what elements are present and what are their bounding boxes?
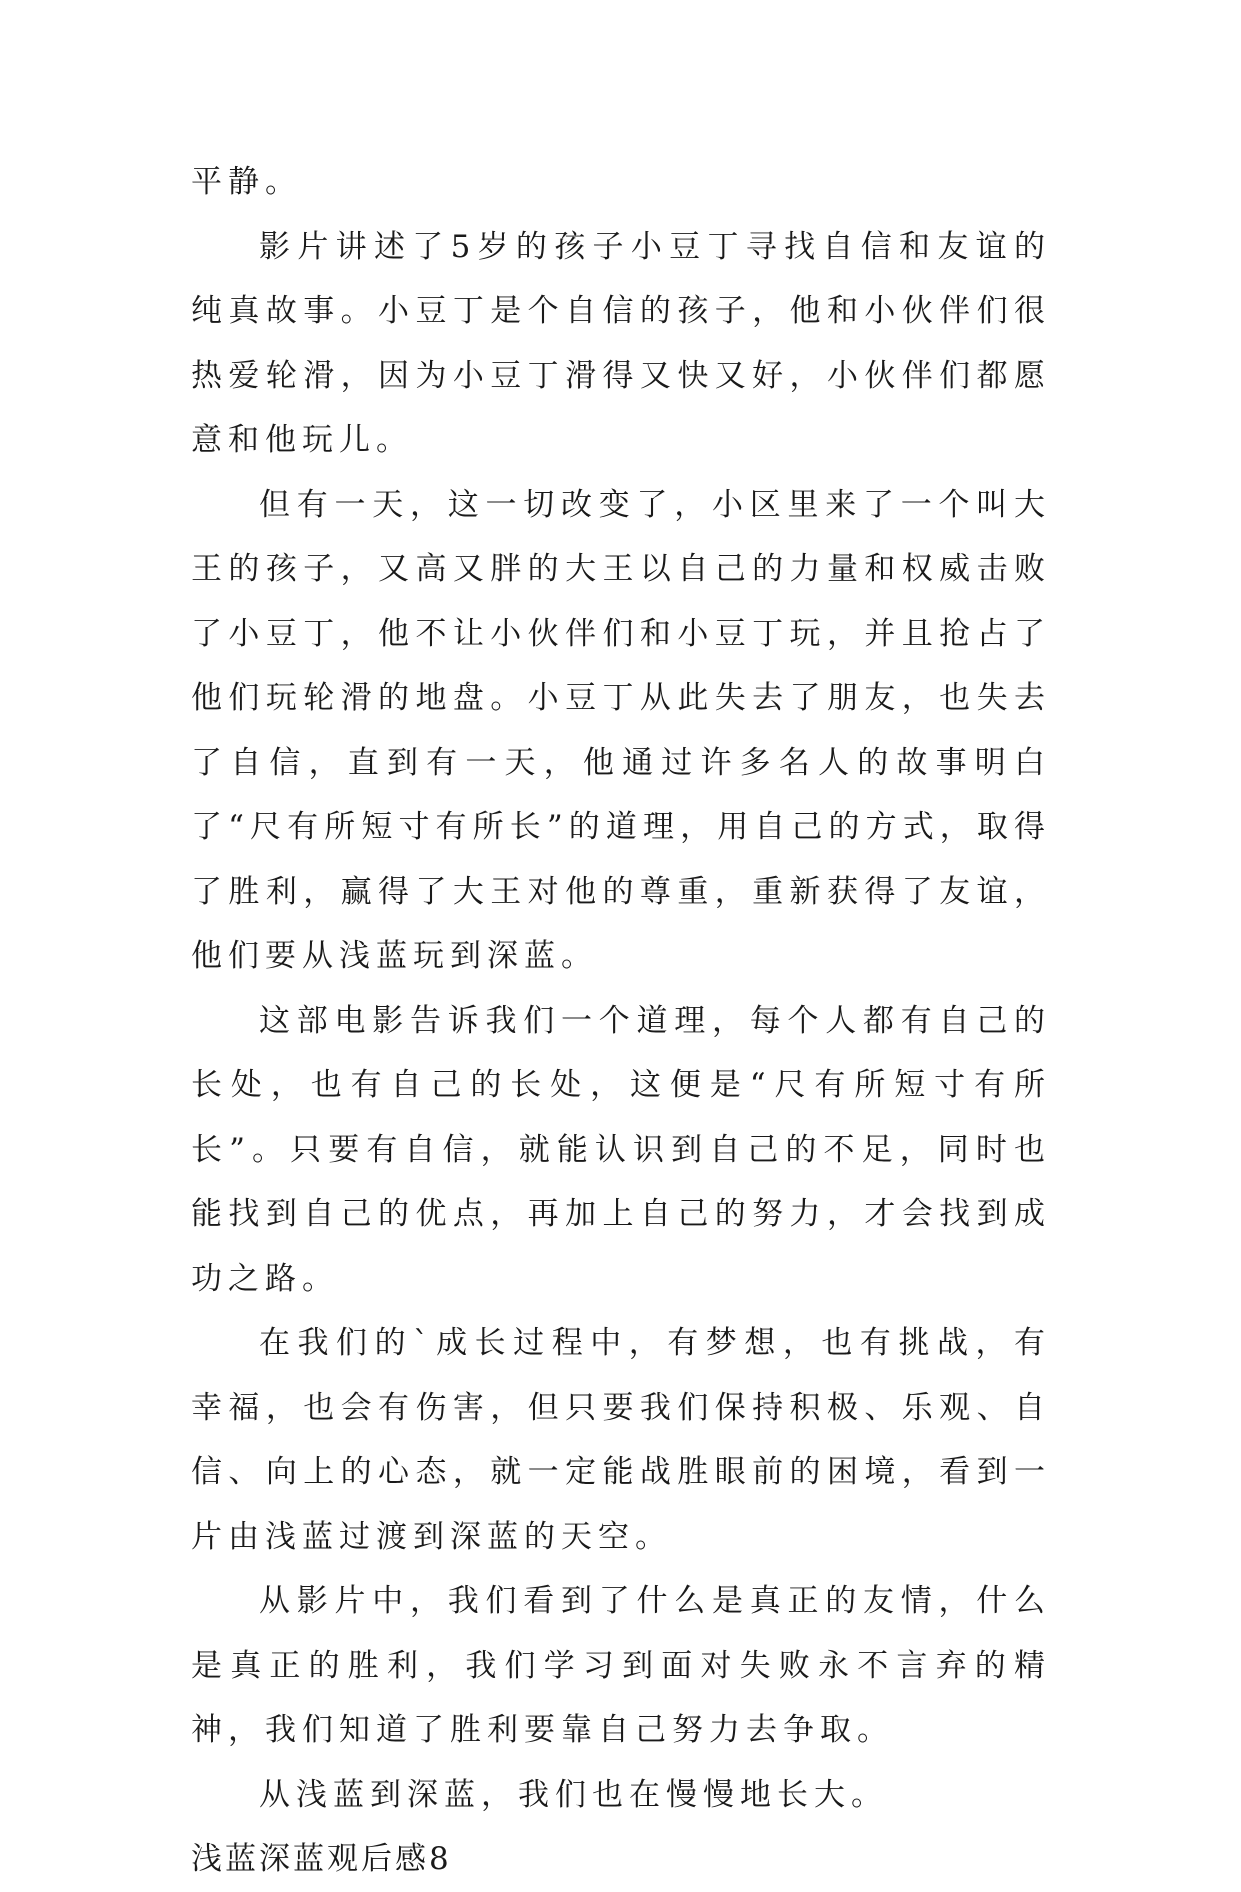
paragraph-5: 在我们的`成长过程中，有梦想，也有挑战，有幸福，也会有伤害，但只要我们保持积极、乐观、自信、向上的心态，就一定能战胜眼前的困境，看到一片由浅蓝过渡到深蓝的天空。 bbox=[191, 1325, 1051, 1555]
paragraph-7: 从浅蓝到深蓝，我们也在慢慢地长大。 bbox=[259, 1776, 888, 1813]
paragraph-3: 但有一天，这一切改变了，小区里来了一个叫大王的孩子，又高又胖的大王以自己的力量和权威击败了小豆丁，他不让小伙伴们和小豆丁玩，并且抢占了他们玩轮滑的地盘。小豆丁从此失去了朋友，也失去了自信，直到有一天，他通过许多名人的故事明白了“尺有所短寸有所长”的道理，用自己的方式，取得了胜利，赢得了大王对他的尊重，重新获得了友谊，他们要从浅蓝玩到深蓝。 bbox=[191, 486, 1051, 974]
paragraph-4: 这部电影告诉我们一个道理，每个人都有自己的长处，也有自己的长处，这便是“尺有所短寸有所长”。只要有自信，就能认识到自己的不足，同时也能找到自己的优点，再加上自己的努力，才会找到成功之路。 bbox=[191, 1002, 1051, 1297]
document-page bbox=[191, 150, 1051, 1892]
paragraph-2: 影片讲述了5岁的孩子小豆丁寻找自信和友谊的纯真故事。小豆丁是个自信的孩子，他和小伙伴们很热爱轮滑，因为小豆丁滑得又快又好，小伙伴们都愿意和他玩儿。 bbox=[191, 228, 1051, 458]
section-heading: 浅蓝深蓝观后感8 bbox=[191, 1841, 452, 1877]
paragraph-1: 平静。 bbox=[191, 164, 302, 200]
paragraph-6: 从影片中，我们看到了什么是真正的友情，什么是真正的胜利，我们学习到面对失败永不言弃的精神，我们知道了胜利要靠自己努力去争取。 bbox=[191, 1583, 1051, 1748]
